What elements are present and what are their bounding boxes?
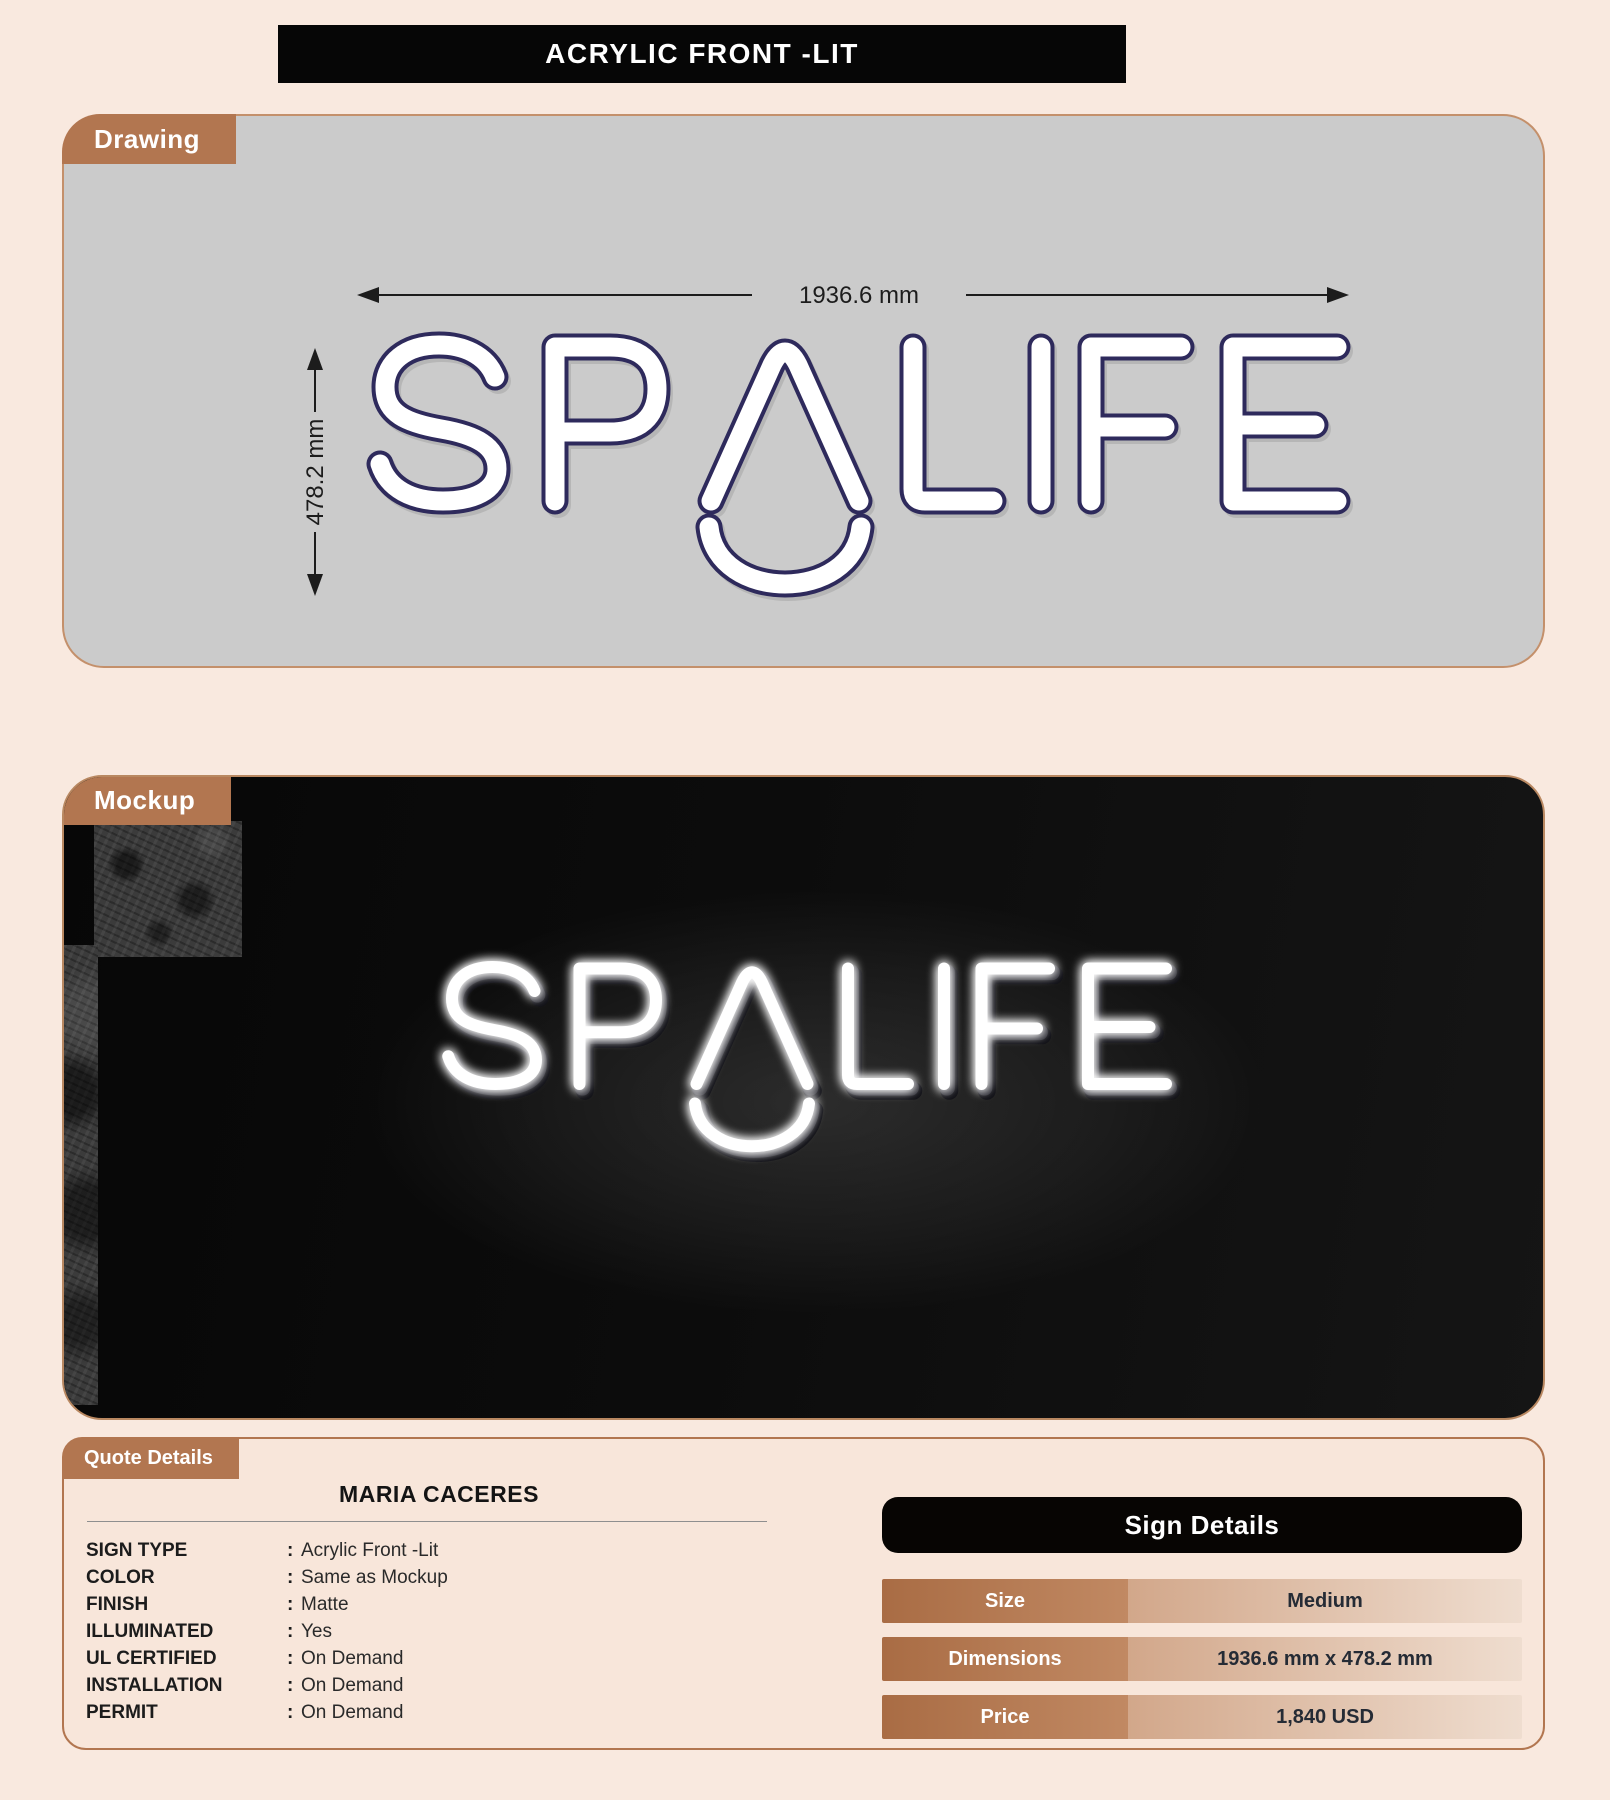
name-divider bbox=[87, 1521, 767, 1522]
field-label: PERMIT bbox=[86, 1702, 158, 1723]
field-label: FINISH bbox=[86, 1594, 149, 1615]
sign-details-row-dimensions bbox=[882, 1637, 1522, 1681]
field-colon: : bbox=[287, 1648, 294, 1669]
field-row-sign-type bbox=[86, 1537, 786, 1564]
field-value: On Demand bbox=[301, 1648, 404, 1669]
drawing-svg bbox=[64, 116, 1543, 666]
mockup-svg bbox=[64, 777, 1543, 1418]
page-title: ACRYLIC FRONT -LIT bbox=[545, 38, 859, 69]
field-colon: : bbox=[287, 1540, 294, 1561]
field-value: Matte bbox=[301, 1594, 349, 1615]
field-value: Acrylic Front -Lit bbox=[301, 1540, 439, 1561]
field-value: Yes bbox=[301, 1621, 332, 1642]
mockup-tab bbox=[62, 775, 231, 825]
drawing-tab-label: Drawing bbox=[94, 123, 201, 154]
row-label: Dimensions bbox=[882, 1637, 1128, 1681]
field-colon: : bbox=[287, 1567, 294, 1588]
row-value: Medium bbox=[1128, 1579, 1522, 1623]
field-label: COLOR bbox=[86, 1567, 155, 1588]
row-value: 1,840 USD bbox=[1128, 1695, 1522, 1739]
sign-details-header bbox=[882, 1497, 1522, 1553]
field-row-finish bbox=[86, 1591, 786, 1618]
field-row-illuminated bbox=[86, 1618, 786, 1645]
mockup-tab-label: Mockup bbox=[94, 784, 196, 815]
quote-details-tab bbox=[62, 1437, 239, 1479]
field-row-installation bbox=[86, 1672, 786, 1699]
field-colon: : bbox=[287, 1594, 294, 1615]
height-dimension-label: 478.2 mm bbox=[302, 418, 329, 526]
row-value: 1936.6 mm x 478.2 mm bbox=[1128, 1637, 1522, 1681]
quote-fields-list bbox=[86, 1537, 786, 1726]
field-label: UL CERTIFIED bbox=[86, 1648, 217, 1669]
field-label: ILLUMINATED bbox=[86, 1621, 214, 1642]
drawing-panel bbox=[62, 114, 1545, 668]
spalife-logo-drawing bbox=[380, 345, 1340, 588]
quote-details-panel bbox=[62, 1437, 1545, 1750]
sign-details-title: Sign Details bbox=[1124, 1509, 1280, 1540]
field-label: INSTALLATION bbox=[86, 1675, 223, 1696]
row-label: Price bbox=[882, 1695, 1128, 1739]
spalife-logo-mockup bbox=[448, 967, 1171, 1153]
width-dimension-label: 1936.6 mm bbox=[798, 282, 920, 309]
field-value: On Demand bbox=[301, 1702, 404, 1723]
field-value: Same as Mockup bbox=[301, 1567, 448, 1588]
sign-details-row-price bbox=[882, 1695, 1522, 1739]
field-row-color bbox=[86, 1564, 786, 1591]
field-label: SIGN TYPE bbox=[86, 1540, 188, 1561]
sign-details-row-size bbox=[882, 1579, 1522, 1623]
drawing-tab bbox=[62, 114, 236, 164]
field-colon: : bbox=[287, 1702, 294, 1723]
field-value: On Demand bbox=[301, 1675, 404, 1696]
row-label: Size bbox=[882, 1579, 1128, 1623]
mockup-panel bbox=[62, 775, 1545, 1420]
field-row-ul-certified bbox=[86, 1645, 786, 1672]
customer-name: MARIA CACERES bbox=[339, 1481, 539, 1507]
field-colon: : bbox=[287, 1621, 294, 1642]
field-row-permit bbox=[86, 1699, 786, 1726]
quote-details-tab-label: Quote Details bbox=[84, 1446, 213, 1469]
title-banner bbox=[278, 25, 1126, 83]
field-colon: : bbox=[287, 1675, 294, 1696]
